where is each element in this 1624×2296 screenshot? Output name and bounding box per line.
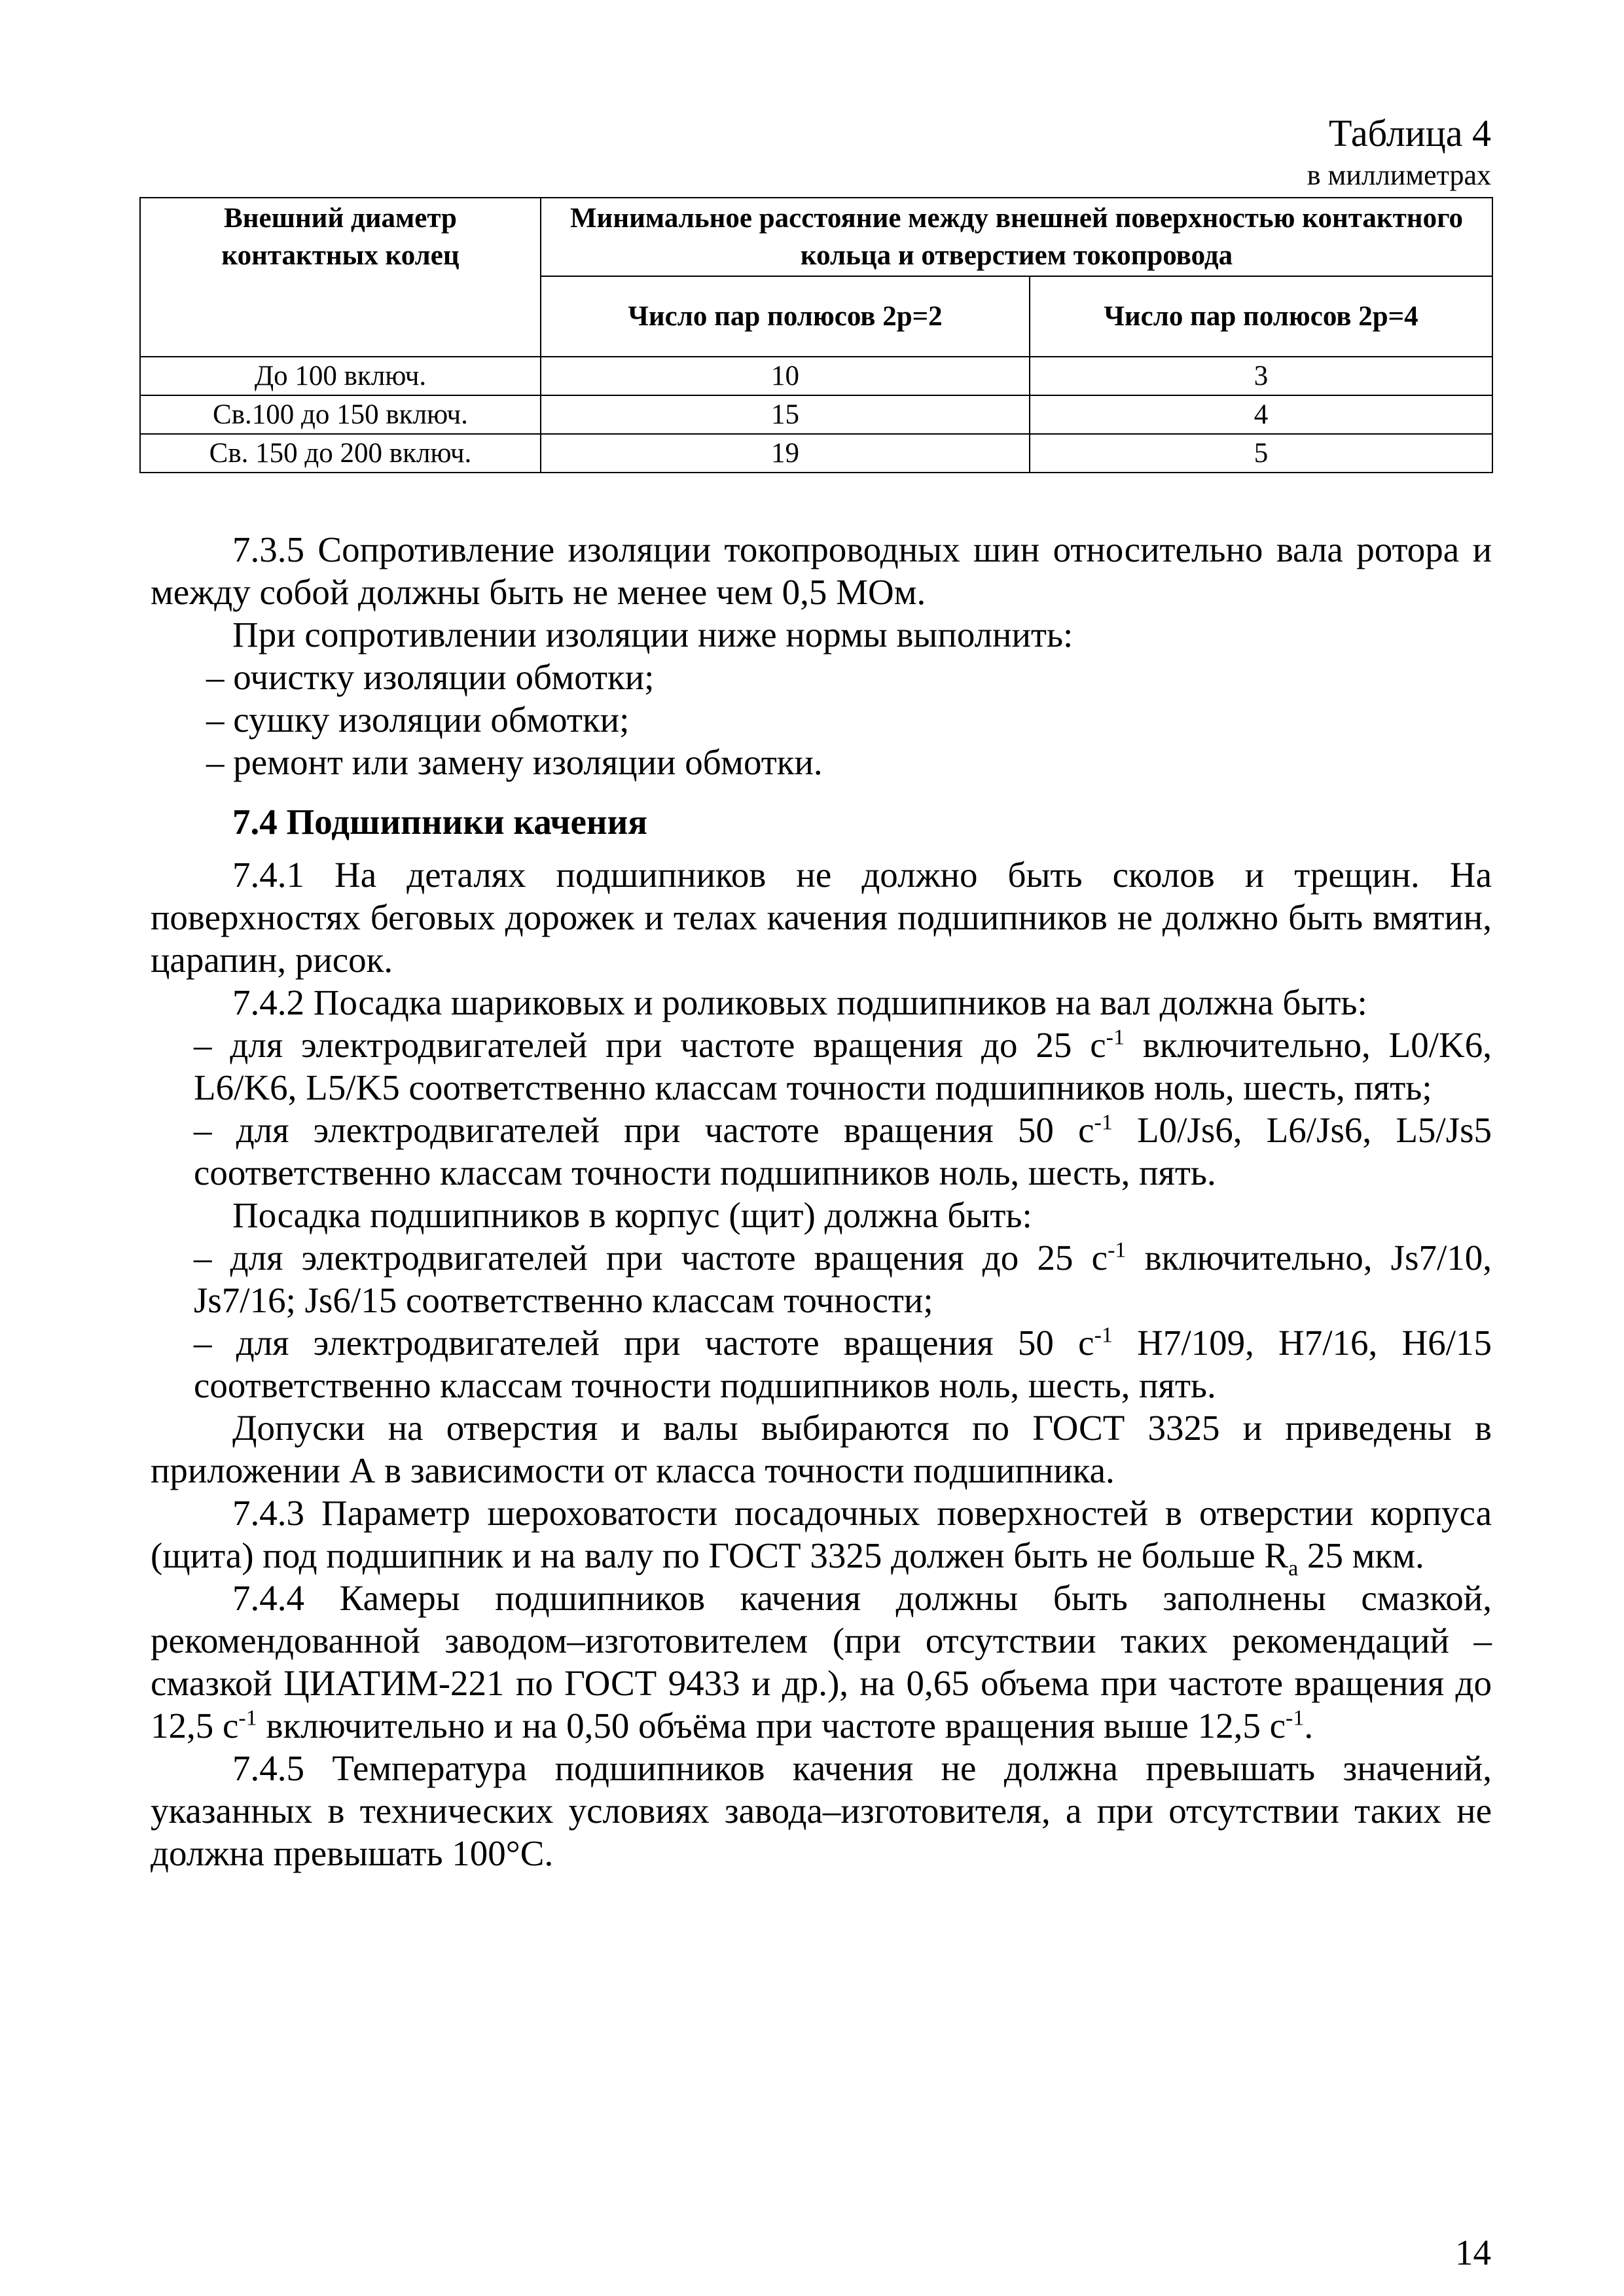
list-item: – для электродвигателей при частоте вращения до 25 $с^{-1}$ включительно, Js7/10, Js7/16; Js6/15 соответственно классам точности; [194, 1238, 1492, 1320]
paragraph-tolerances: Допуски на отверстия и валы выбираются по ГОСТ 3325 и приведены в приложении А в зависимости от класса точности подшипника. [151, 1408, 1492, 1490]
paragraph-7-3-5: 7.3.5 Сопротивление изоляции токопроводных шин относительно вала ротора и между собой должны быть не менее чем 0,5 МОм. [151, 529, 1492, 612]
paragraph-7-4-5: 7.4.5 Температура подшипников качения не должна превышать значений, указанных в технических условиях завода–изготовителя, а при отсутствии таких не должна превышать 100°С. [151, 1748, 1492, 1873]
cell-2p2: 10 [541, 357, 1030, 395]
page-number: 14 [1455, 2233, 1491, 2272]
header-min-distance: Минимальное расстояние между внешней поверхностью контактного кольца и отверстием токопровода [541, 198, 1492, 276]
table-unit: в миллиметрах [1307, 159, 1491, 191]
list-item: – для электродвигателей при частоте вращения 50 $с^{-1}$ H7/109, H7/16, H6/15 соответственно классам точности подшипников ноль, шесть, пять. [194, 1323, 1492, 1405]
paragraph-housing-fit: Посадка подшипников в корпус (щит) должна быть: [232, 1195, 1032, 1235]
clearance-table [139, 197, 1493, 473]
cell-2p4: 3 [1030, 357, 1492, 395]
header-2p2: Число пар полюсов 2p=2 [541, 276, 1030, 357]
header-outer-diameter: Внешний диаметр контактных колец [140, 198, 541, 357]
paragraph-low-resistance: При сопротивлении изоляции ниже нормы выполнить: [232, 615, 1074, 655]
cell-2p2: 19 [541, 434, 1030, 473]
list-item: – для электродвигателей при частоте вращения до 25 $с^{-1}$ включительно, L0/K6, L6/K6, L5/K5 соответственно классам точности подшипников ноль, шесть, пять; [194, 1025, 1492, 1107]
paragraph-7-4-4: 7.4.4 Камеры подшипников качения должны быть заполнены смазкой, рекомендованной заводом–изготовителем (при отсутствии таких рекомендаций – смазкой ЦИАТИМ-221 по ГОСТ 9433 и др.), на 0,65 объема при частоте вращения до 12,5 $с^{-1}$ включительно и на 0,50 объёма при частоте вращения выше 12,5 $с^{-1}$. [151, 1578, 1492, 1746]
table-caption: Таблица 4 [1328, 112, 1491, 154]
paragraph-7-4-1: 7.4.1 На деталях подшипников не должно быть сколов и трещин. На поверхностях беговых дорожек и телах качения подшипников не должно быть вмятин, царапин, рисок. [151, 855, 1492, 980]
table-row [140, 434, 1492, 473]
paragraph-7-4-3: 7.4.3 Параметр шероховатости посадочных поверхностей в отверстии корпуса (щита) под подшипник и на валу по ГОСТ 3325 должен быть не больше $R_a$ 25 мкм. [151, 1493, 1492, 1581]
cell-diameter: Св. 150 до 200 включ. [140, 434, 541, 473]
list-item: – для электродвигателей при частоте вращения 50 $с^{-1}$ L0/Js6, L6/Js6, L5/Js5 соответственно классам точности подшипников ноль, шесть, пять. [194, 1110, 1492, 1193]
table-row [140, 357, 1492, 395]
table-row [140, 395, 1492, 434]
cell-diameter: До 100 включ. [140, 357, 541, 395]
cell-2p2: 15 [541, 395, 1030, 434]
header-2p4: Число пар полюсов 2p=4 [1030, 276, 1492, 357]
list-item: – ремонт или замену изоляции обмотки. [206, 742, 823, 782]
section-heading-7-4: 7.4 Подшипники качения [232, 802, 648, 842]
cell-diameter: Св.100 до 150 включ. [140, 395, 541, 434]
list-item: – сушку изоляции обмотки; [206, 700, 630, 740]
cell-2p4: 4 [1030, 395, 1492, 434]
paragraph-7-4-2: 7.4.2 Посадка шариковых и роликовых подшипников на вал должна быть: [232, 982, 1367, 1022]
body-text [151, 528, 1492, 1874]
list-item: – очистку изоляции обмотки; [206, 657, 655, 697]
cell-2p4: 5 [1030, 434, 1492, 473]
